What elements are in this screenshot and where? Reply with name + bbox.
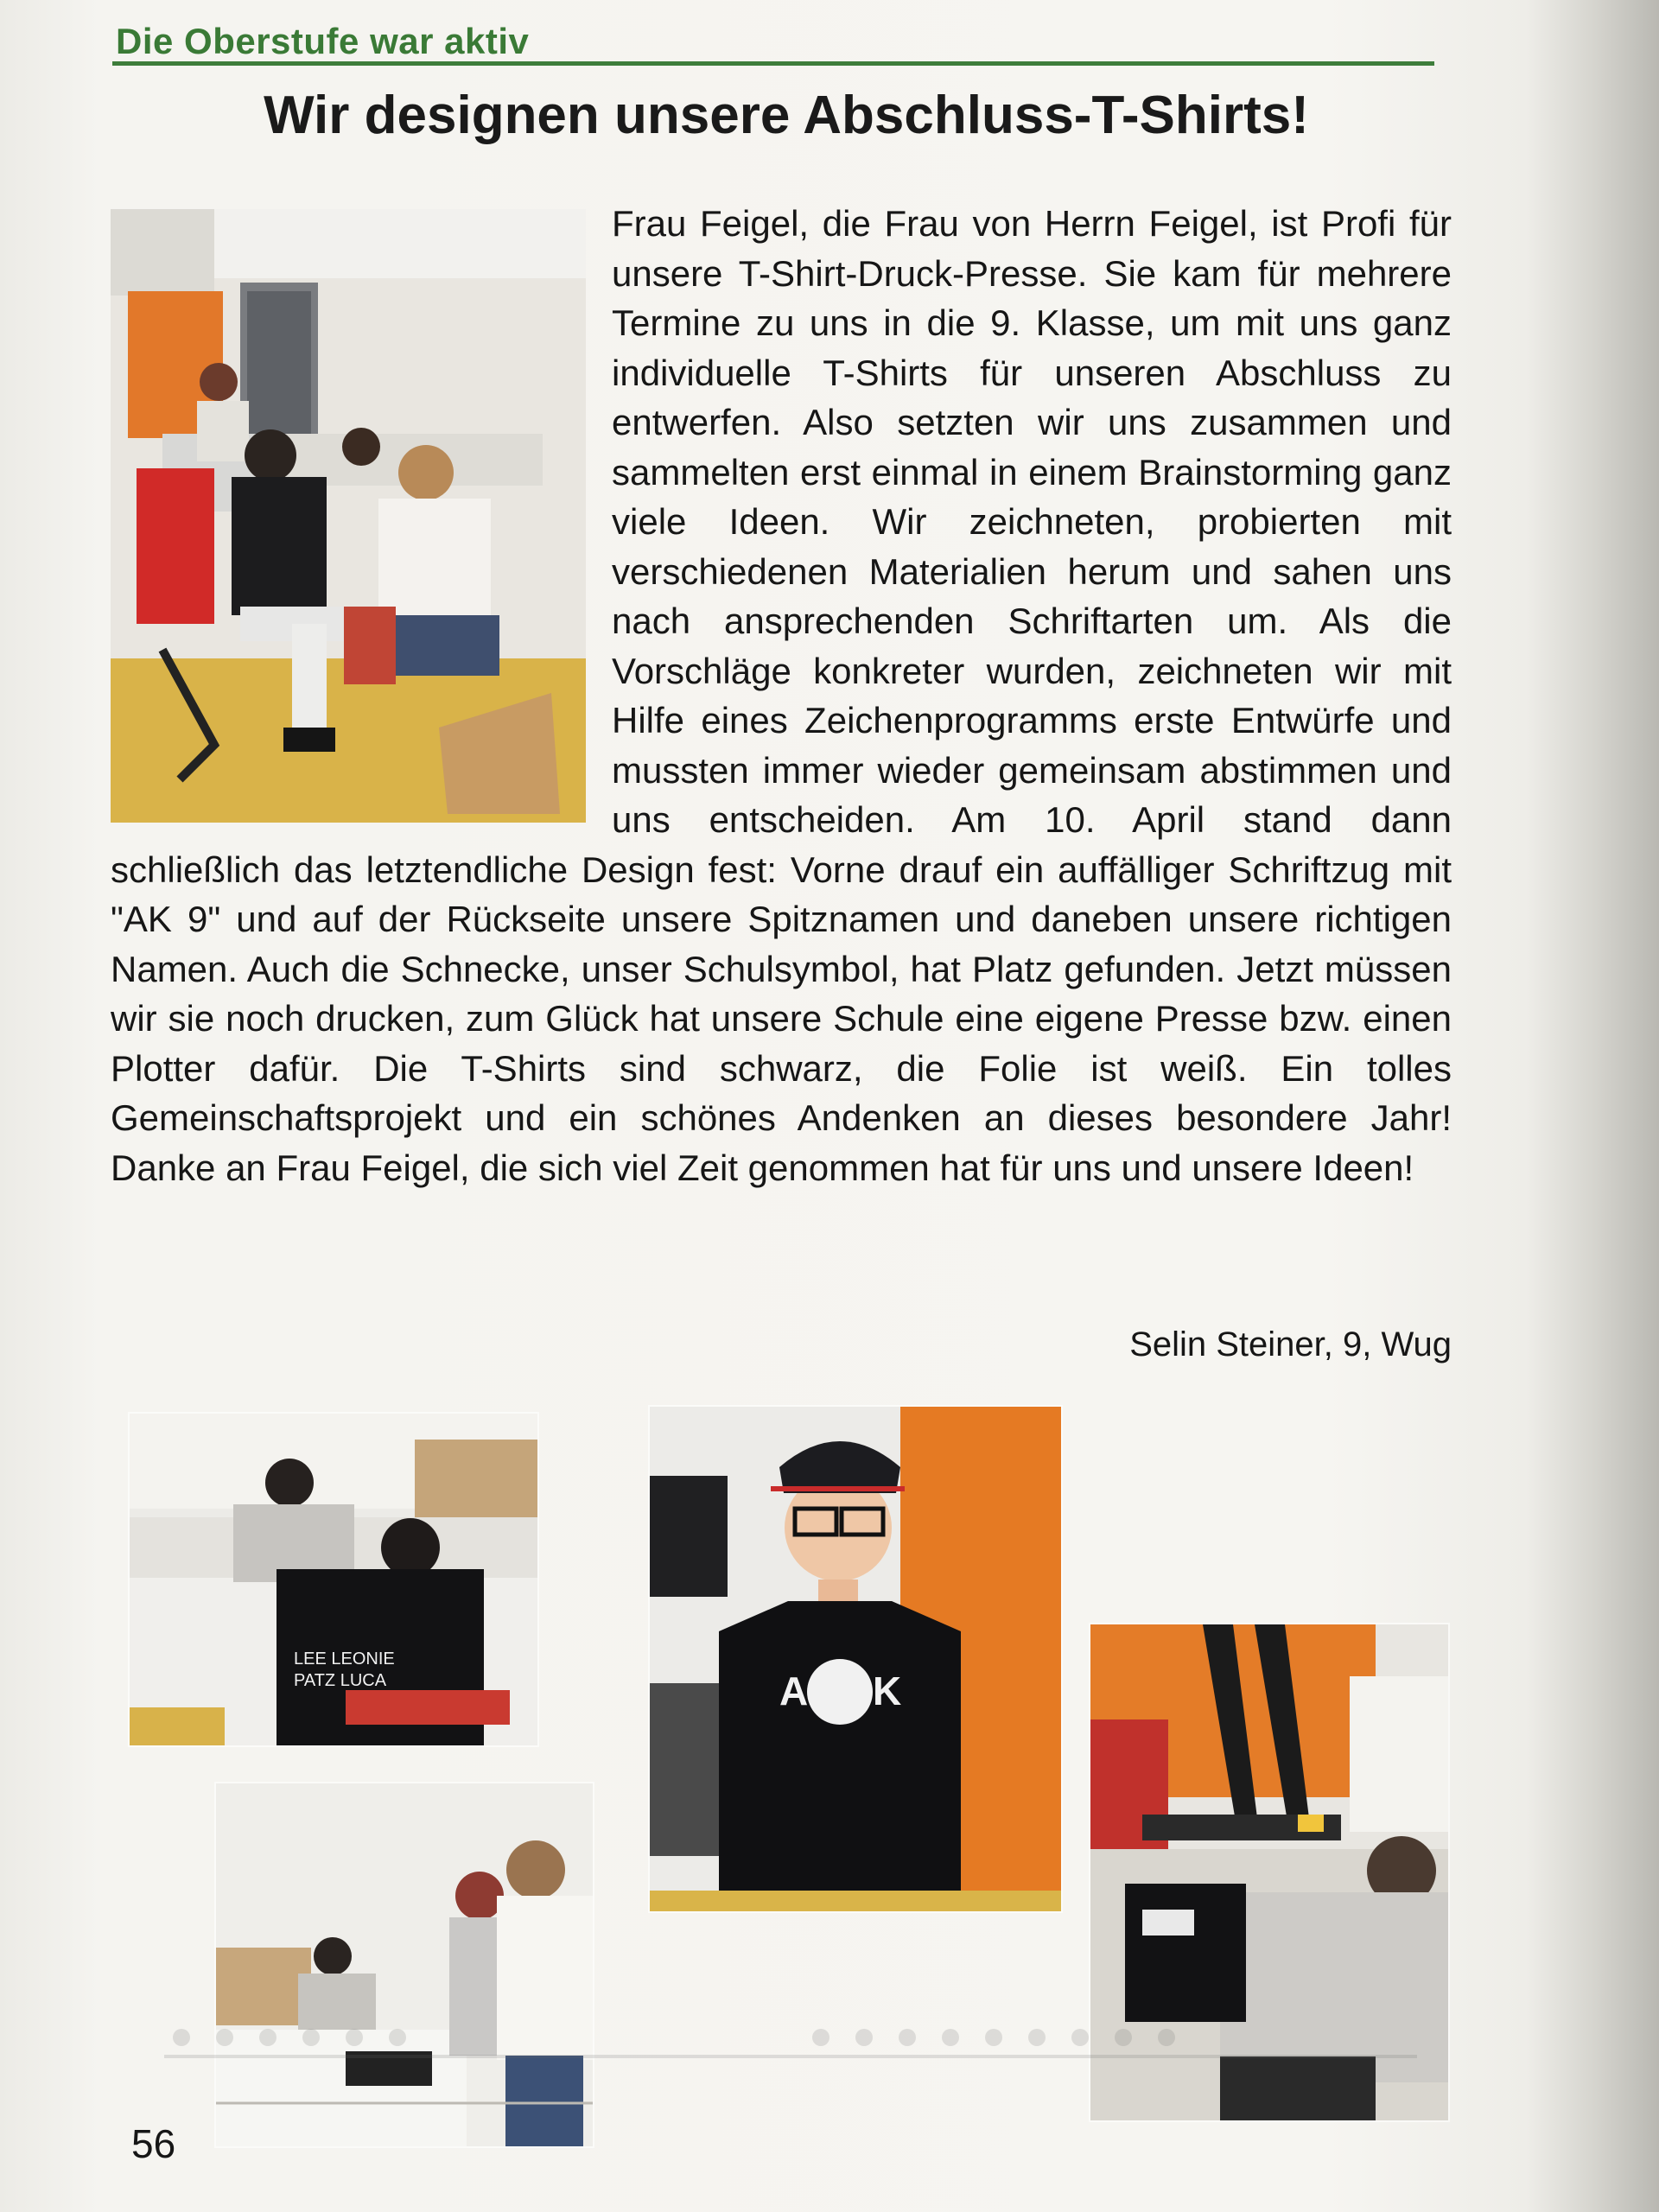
student-tshirt-image	[650, 1407, 1061, 1911]
article-author: Selin Steiner, 9, Wug	[1129, 1325, 1452, 1363]
svg-text:PATZ LUCA: PATZ LUCA	[294, 1671, 387, 1690]
article-text-block	[111, 199, 1452, 1192]
decorative-stick-figure-band	[164, 2022, 1417, 2100]
svg-text:A: A	[779, 1669, 809, 1713]
table-work-image	[130, 1414, 537, 1745]
svg-text:LEE LEONIE: LEE LEONIE	[294, 1649, 395, 1669]
page-number: 56	[131, 2121, 176, 2166]
article-headline: Wir designen unsere Abschluss-T-Shirts!	[264, 86, 1309, 145]
svg-text:K: K	[873, 1669, 902, 1713]
section-title: Die Oberstufe war aktiv	[116, 21, 530, 61]
photo-table-work	[130, 1414, 537, 1745]
section-header	[112, 17, 1434, 66]
stick-figures-decoration	[164, 2022, 1417, 2100]
photo-classroom-drawing	[111, 209, 586, 823]
photo-student-tshirt	[650, 1407, 1061, 1911]
classroom-drawing-image	[111, 209, 586, 823]
article-body: Frau Feigel, die Frau von Herrn Feigel, ist Profi für unsere T-Shirt-Druck-Presse. Sie kam für mehrere Termine zu uns in die 9. Klasse, um mit uns ganz individuelle T-Shirts für unseren Abschluss zu entwerfen. Also setzten wir uns zusammen und sammelten erst einmal in einem Brainstorming ganz viele Ideen. Wir zeichneten, probierten mit verschiedenen Materialien herum und sahen uns nach ansprechenden Schriftarten um. Als die Vorschläge konkreter wurden, zeichneten wir mit Hilfe eines Zeichenprogramms erste Entwürfe und mussten immer wieder gemeinsam abstimmen und uns entscheiden. Am 10. April stand dann schließlich das letztendliche Design fest: Vorne drauf ein auffälliger Schriftzug mit "AK 9" und auf der Rückseite unsere Spitznamen und daneben unsere richtigen Namen. Auch die Schnecke, unser Schulsymbol, hat Platz gefunden. Jetzt müssen wir sie noch drucken, zum Glück hat unsere Schule eine eigene Presse bzw. einen Plotter dafür. Die T-Shirts sind schwarz, die Folie ist weiß. Ein tolles Gemeinschaftsprojekt und ein schönes Andenken an dieses besondere Jahr! Danke an Frau Feigel, die sich viel Zeit genommen hat für uns und unsere Ideen!	[111, 203, 1452, 1188]
